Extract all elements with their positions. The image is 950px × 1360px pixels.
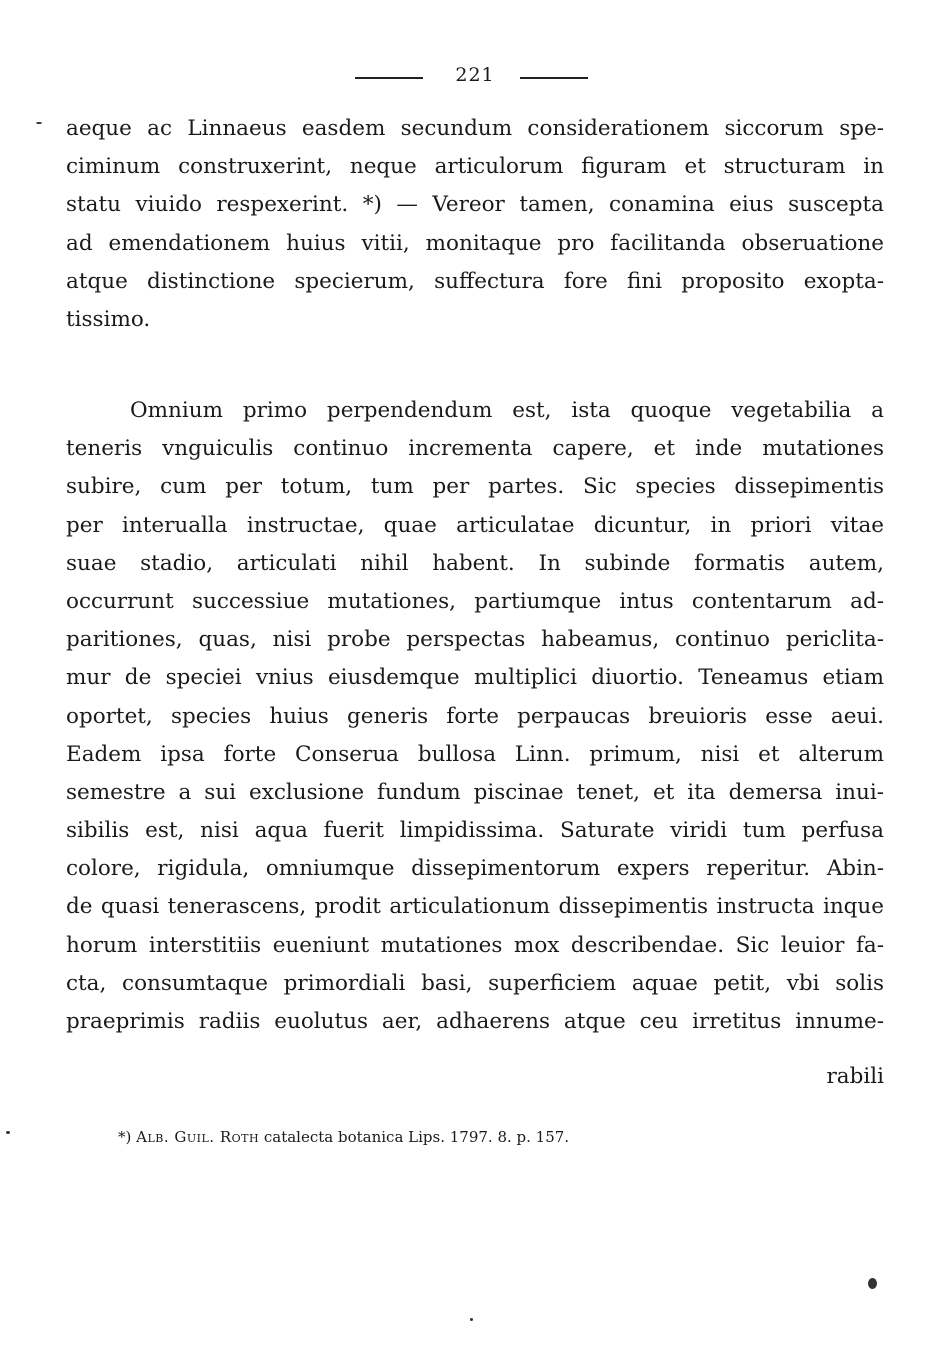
text-line: cta, consumtaque primordiali basi, superficiem aquae petit, vbi solis	[66, 970, 884, 996]
text-line: teneris vnguiculis continuo incrementa capere, et inde mutationes	[66, 436, 884, 462]
text-line: Omnium primo perpendendum est, ista quoque vegetabilia a	[130, 398, 884, 423]
text-line: ad emendationem huius vitii, monitaque pro facilitanda obseruatione	[66, 230, 884, 256]
ink-speck	[6, 1131, 10, 1134]
text-line: sibilis est, nisi aqua fuerit limpidissima. Saturate viridi tum perfusa	[66, 818, 884, 844]
text-line: tissimo.	[66, 306, 151, 332]
footnote-marker: *)	[118, 1128, 132, 1146]
text-line: mur de speciei vnius eiusdemque multiplici diuortio. Teneamus etiam	[66, 665, 884, 691]
text-line: colore, rigidula, omniumque dissepimentorum expers reperitur. Abin-	[66, 856, 884, 882]
text-line: statu viuido respexerint. *) — Vereor tamen, conamina eius suscepta	[66, 192, 884, 218]
text-line: Eadem ipsa forte Conserua bullosa Linn. primum, nisi et alterum	[66, 741, 884, 767]
text-line: suae stadio, articulati nihil habent. In subinde formatis autem,	[66, 550, 884, 576]
text-line: per interualla instructae, quae articulatae dicuntur, in priori vitae	[66, 512, 884, 538]
page-header	[0, 62, 950, 92]
text-line: oportet, species huius generis forte perpaucas breuioris esse aeui.	[66, 703, 884, 729]
text-line: praeprimis radiis euolutus aer, adhaerens atque ceu irretitus innume-	[66, 1009, 884, 1034]
ink-speck	[36, 122, 42, 124]
text-line: aeque ac Linnaeus easdem secundum considerationem siccorum spe-	[66, 116, 884, 141]
header-rule-left	[355, 77, 423, 79]
header-rule-right	[520, 77, 588, 79]
footnote-authors: Alb. Guil. Roth	[136, 1128, 260, 1146]
footnote-citation: catalecta botanica Lips. 1797. 8. p. 157.	[263, 1128, 570, 1146]
paragraph-1	[66, 110, 884, 339]
text-line: subire, cum per totum, tum per partes. Sic species dissepimentis	[66, 474, 884, 500]
text-line: ciminum construxerint, neque articulorum figuram et structuram in	[66, 154, 884, 180]
page-number: 221	[455, 64, 495, 86]
catchword: rabili	[826, 1064, 884, 1089]
ink-speck	[868, 1278, 877, 1289]
text-line: de quasi tenerascens, prodit articulationum dissepimentis instructa inque	[66, 894, 884, 920]
text-line: horum interstitiis eueniunt mutationes mox describendae. Sic leuior fa-	[66, 932, 884, 958]
text-line: atque distinctione specierum, suffectura fore fini proposito exopta-	[66, 268, 884, 294]
footnote	[118, 1128, 818, 1146]
ink-speck	[470, 1318, 473, 1321]
text-line: occurrunt successiue mutationes, partiumque intus contentarum ad-	[66, 588, 884, 614]
paragraph-2	[66, 392, 884, 1041]
text-line: paritiones, quas, nisi probe perspectas habeamus, continuo periclita-	[66, 627, 884, 653]
text-line: semestre a sui exclusione fundum piscinae tenet, et ita demersa inui-	[66, 779, 884, 805]
catchword-block	[66, 1058, 884, 1096]
